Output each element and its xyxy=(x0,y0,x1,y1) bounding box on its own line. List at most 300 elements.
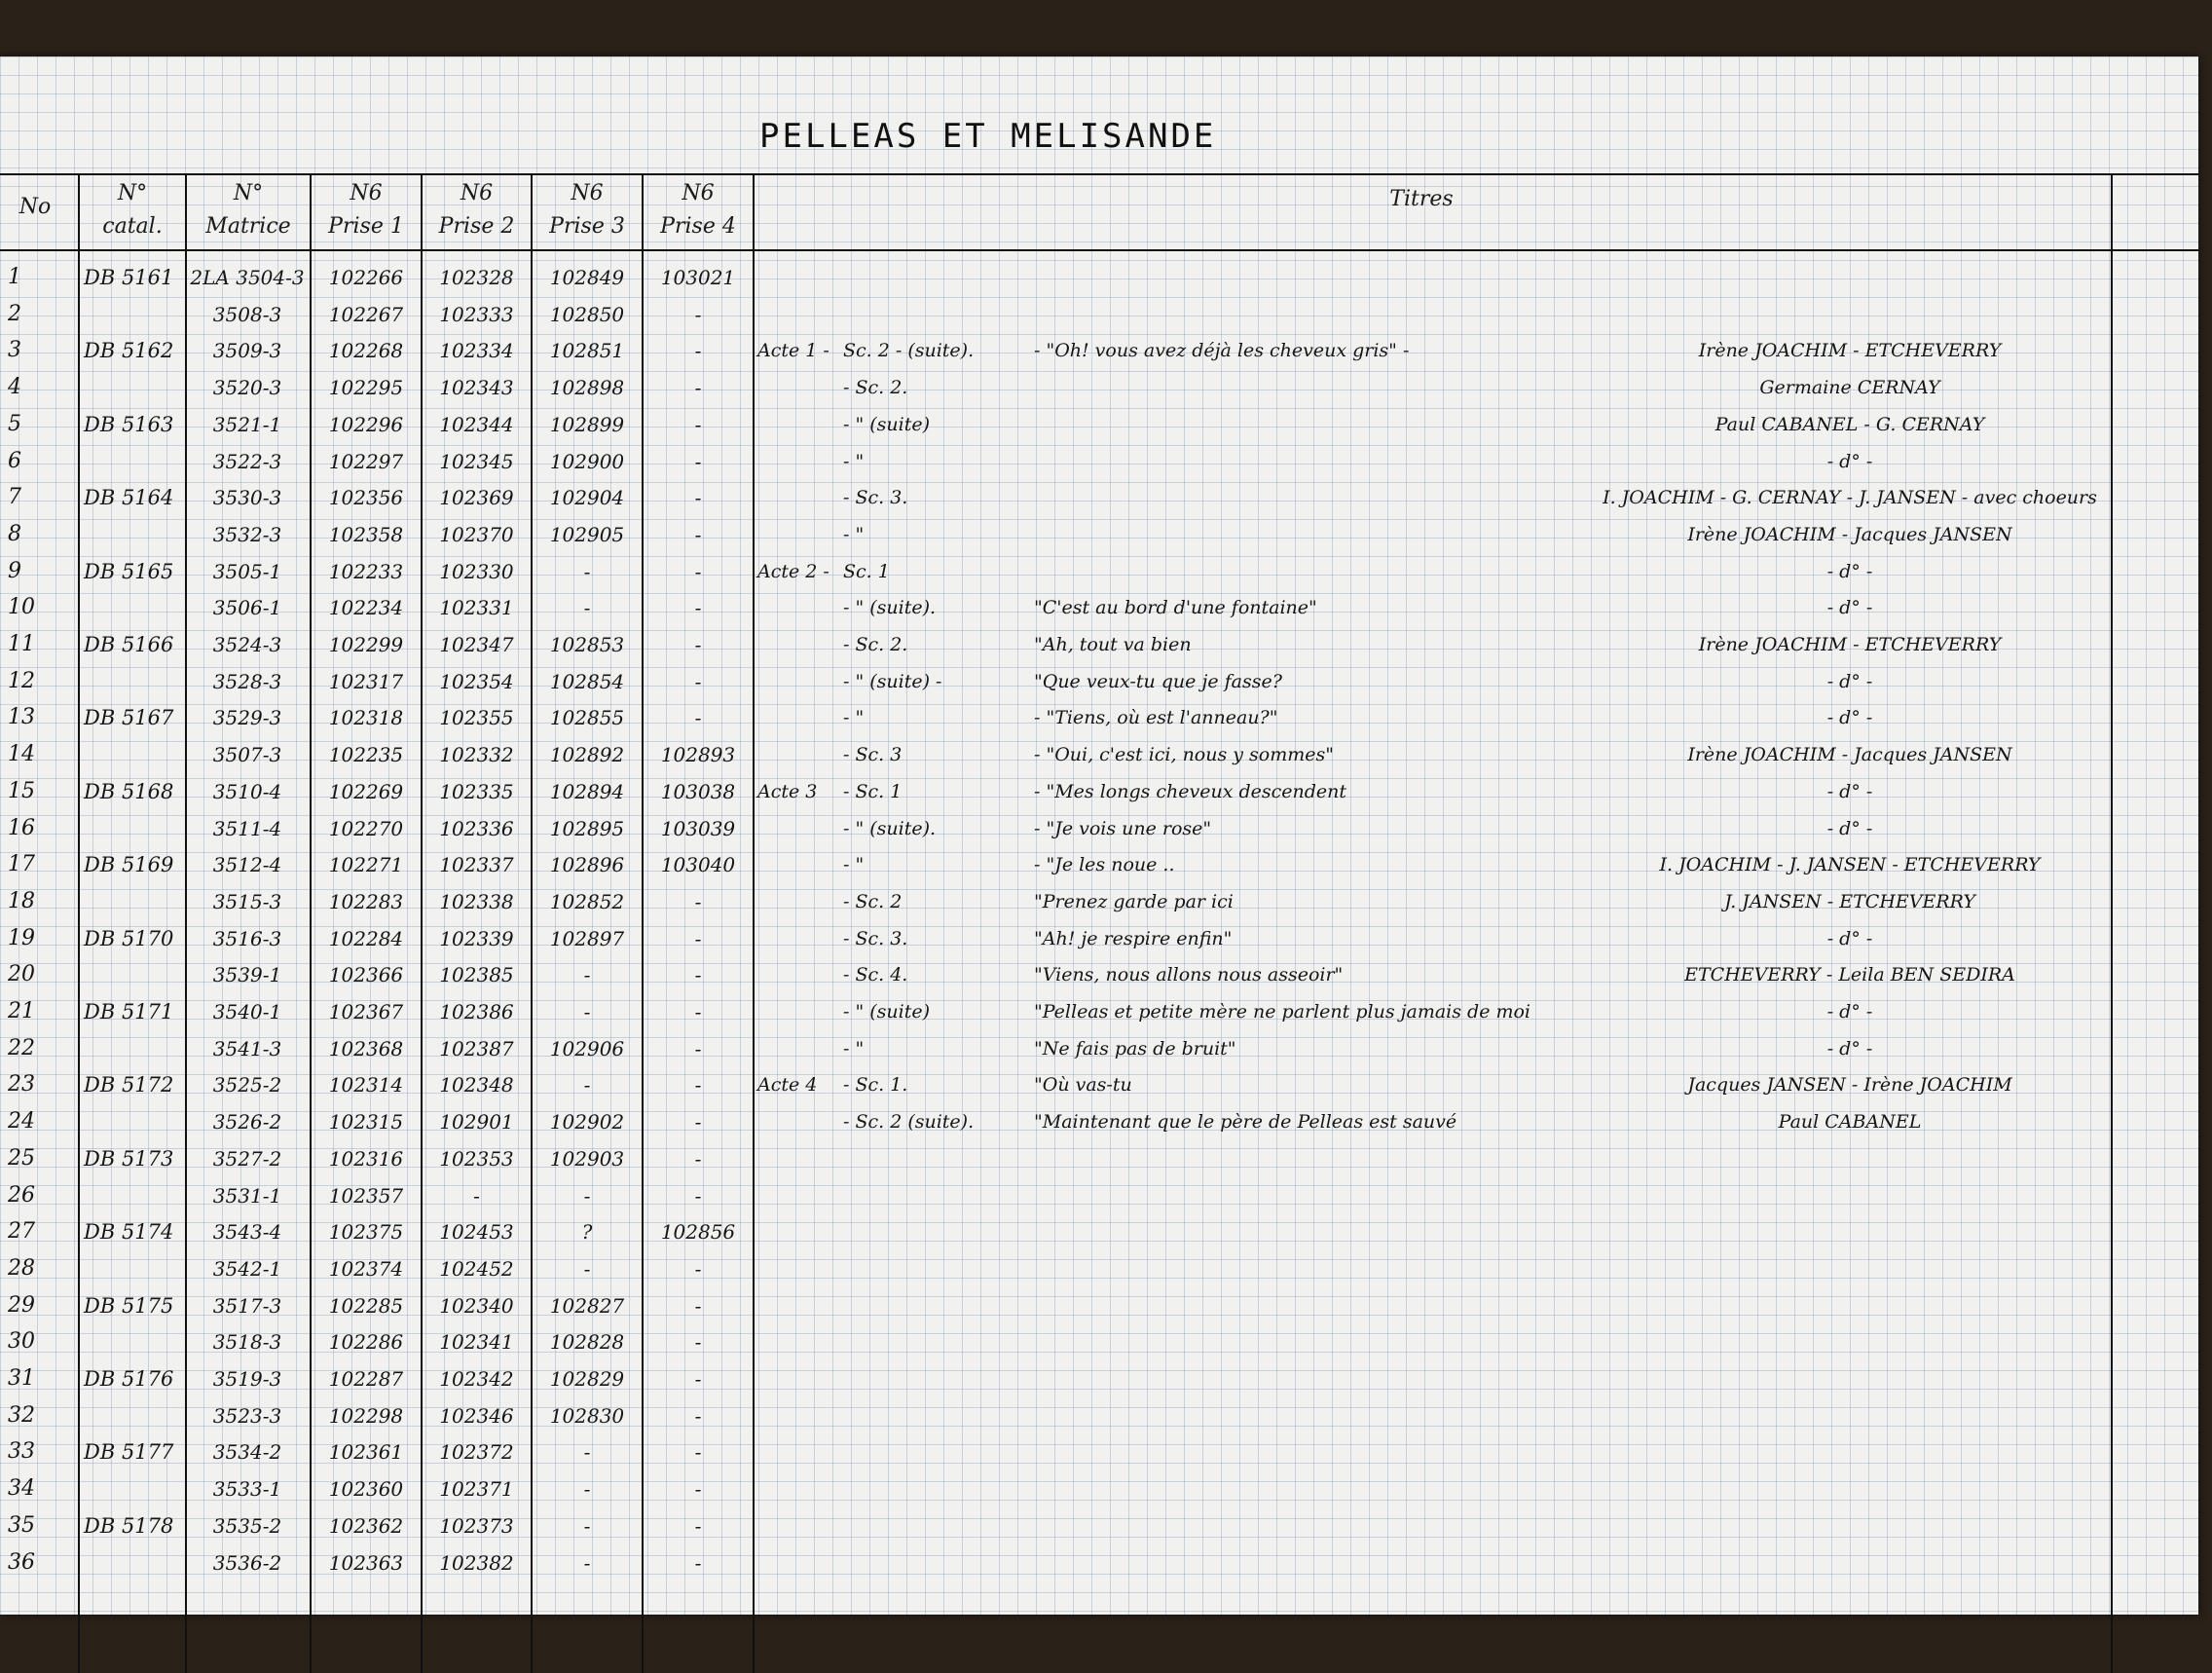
catalog-number: DB 5165 xyxy=(84,559,174,583)
quote-text xyxy=(1034,1507,1618,1544)
take-2-number: 102370 xyxy=(439,522,514,546)
row-number: 7 xyxy=(8,485,21,510)
matrix-number: 3541-3 xyxy=(212,1036,282,1060)
catalog-number: DB 5161 xyxy=(84,266,174,289)
take-2-number: 102343 xyxy=(439,376,514,400)
quote-text: "Ne fais pas de bruit" xyxy=(1034,1037,1236,1060)
row-number: 28 xyxy=(8,1255,35,1281)
act-label xyxy=(757,1213,845,1250)
scene-label: - Sc. 1. xyxy=(843,1074,908,1097)
cast-names: I. JOACHIM - J. JANSEN - ETCHEVERRY xyxy=(1659,854,2041,876)
take-3-number: - xyxy=(583,1000,591,1023)
scene-label: - " xyxy=(843,854,865,876)
take-4-number: - xyxy=(694,522,702,546)
take-3-number: 102902 xyxy=(549,1110,625,1134)
act-label xyxy=(757,1433,845,1470)
quote-text: "C'est au bord d'une fontaine" xyxy=(1034,597,1317,619)
row-number: 33 xyxy=(8,1439,35,1465)
catalog-number: DB 5177 xyxy=(84,1440,174,1465)
take-1-number: 102297 xyxy=(328,449,404,473)
act-label xyxy=(757,1507,845,1544)
quote-text xyxy=(1034,1287,1618,1324)
row-number: 20 xyxy=(8,962,35,987)
take-3-number: - xyxy=(583,1477,591,1502)
row-number: 21 xyxy=(8,999,35,1023)
act-label xyxy=(757,259,845,296)
quote-text: "Où vas-tu xyxy=(1034,1074,1132,1097)
take-1-number: 102318 xyxy=(328,706,404,730)
matrix-number: 3518-3 xyxy=(212,1330,282,1355)
take-1-number: 102316 xyxy=(328,1146,404,1171)
catalog-number xyxy=(84,1250,185,1287)
act-label xyxy=(757,699,845,736)
scene-label xyxy=(843,1250,1028,1287)
cast-names xyxy=(1597,1360,2103,1397)
take-2-number: 102372 xyxy=(439,1440,514,1465)
cast-names: Paul CABANEL - G. CERNAY xyxy=(1714,413,1985,435)
row-number: 19 xyxy=(8,925,35,950)
row-number: 36 xyxy=(8,1549,35,1575)
quote-text xyxy=(1034,1177,1618,1214)
row-number: 32 xyxy=(8,1402,35,1428)
take-4-number: - xyxy=(694,706,702,730)
take-1-number: 102284 xyxy=(328,926,404,950)
cast-names: - d° - xyxy=(1826,450,1873,472)
catalog-number: DB 5171 xyxy=(84,1000,174,1023)
take-3-number: 102898 xyxy=(549,376,625,400)
act-label xyxy=(757,479,845,516)
matrix-number: 3511-4 xyxy=(212,816,282,840)
matrix-number: 3531-1 xyxy=(212,1183,282,1208)
take-3-number: 102895 xyxy=(549,816,625,840)
take-3-number: - xyxy=(583,1550,591,1575)
act-label xyxy=(757,1177,845,1214)
header-prise3-top: N6 xyxy=(571,181,604,205)
cast-names xyxy=(1597,1287,2103,1324)
take-2-number: 102331 xyxy=(439,596,514,620)
catalog-number xyxy=(84,1470,185,1507)
scene-label: - " (suite) xyxy=(843,413,931,435)
scene-label: - Sc. 3 xyxy=(843,744,903,766)
take-1-number: 102233 xyxy=(328,559,404,583)
take-1-number: 102299 xyxy=(328,633,404,656)
scene-label xyxy=(843,1177,1028,1214)
page-title: PELLEAS ET MELISANDE xyxy=(759,117,1217,156)
catalog-number xyxy=(84,296,185,333)
row-number: 10 xyxy=(8,595,35,620)
matrix-number: 3523-3 xyxy=(212,1403,282,1428)
scene-label: - " xyxy=(843,707,865,729)
take-3-number: 102855 xyxy=(549,706,625,730)
act-label xyxy=(757,1250,845,1287)
take-2-number: 102901 xyxy=(439,1110,514,1134)
catalog-number: DB 5167 xyxy=(84,706,174,730)
take-3-number: - xyxy=(583,1183,591,1208)
take-3-number: - xyxy=(583,1073,591,1097)
take-3-number: - xyxy=(583,963,591,987)
matrix-number: 3508-3 xyxy=(212,302,282,326)
matrix-number: 3527-2 xyxy=(212,1146,282,1171)
take-4-number: - xyxy=(694,1110,702,1134)
catalog-number: DB 5175 xyxy=(84,1293,174,1318)
header-prise1 xyxy=(312,177,421,243)
cast-names xyxy=(1597,296,2103,333)
cast-names xyxy=(1597,1213,2103,1250)
matrix-number: 3507-3 xyxy=(212,743,282,767)
cast-names: I. JOACHIM - G. CERNAY - J. JANSEN - avec choeurs xyxy=(1603,487,2097,509)
scene-label xyxy=(843,1433,1028,1470)
cast-names xyxy=(1597,259,2103,296)
row-number: 23 xyxy=(8,1072,35,1097)
quote-text: - "Mes longs cheveux descendent xyxy=(1034,780,1347,802)
take-3-number: 102894 xyxy=(549,779,625,803)
take-2-number: 102337 xyxy=(439,853,514,877)
header-no xyxy=(6,191,64,224)
take-1-number: 102267 xyxy=(328,302,404,326)
take-4-number: - xyxy=(694,1367,702,1391)
take-4-number: 102893 xyxy=(660,743,736,767)
scene-label: - " xyxy=(843,1037,865,1060)
row-number: 15 xyxy=(8,778,35,803)
cast-names: Irène JOACHIM - ETCHEVERRY xyxy=(1698,340,2002,362)
take-2-number: 102339 xyxy=(439,926,514,950)
cast-names: - d° - xyxy=(1826,707,1873,729)
take-1-number: 102287 xyxy=(328,1367,404,1391)
take-3-number: 102853 xyxy=(549,633,625,656)
act-label xyxy=(757,846,845,883)
take-1-number: 102269 xyxy=(328,779,404,803)
take-2-number: 102328 xyxy=(439,266,514,289)
quote-text xyxy=(1034,553,1618,590)
quote-text: "Pelleas et petite mère ne parlent plus jamais de moi xyxy=(1034,1001,1531,1022)
matrix-number: 3517-3 xyxy=(212,1293,282,1318)
take-3-number: 102896 xyxy=(549,853,625,877)
quote-text xyxy=(1034,1544,1618,1581)
scene-label xyxy=(843,1360,1028,1397)
cast-names xyxy=(1597,1470,2103,1507)
catalog-number: DB 5162 xyxy=(84,339,174,363)
col-divider-8 xyxy=(2111,173,2113,1673)
quote-text: "Viens, nous allons nous asseoir" xyxy=(1034,964,1344,986)
act-label xyxy=(757,736,845,773)
take-1-number: 102357 xyxy=(328,1183,404,1208)
take-3-number: - xyxy=(583,1440,591,1465)
act-label xyxy=(757,1397,845,1434)
cast-names: Irène JOACHIM - Jacques JANSEN xyxy=(1687,523,2012,545)
take-2-number: 102334 xyxy=(439,339,514,363)
take-4-number: - xyxy=(694,559,702,583)
quote-text: "Ah! je respire enfin" xyxy=(1034,927,1233,949)
take-2-number: 102453 xyxy=(439,1220,514,1245)
scene-label: - " (suite). xyxy=(843,597,937,619)
take-2-number: 102385 xyxy=(439,963,514,987)
header-titres xyxy=(1344,183,1499,216)
scene-label xyxy=(843,259,1028,296)
take-4-number: - xyxy=(694,669,702,693)
cast-names: ETCHEVERRY - Leila BEN SEDIRA xyxy=(1684,964,2015,986)
quote-text: "Ah, tout va bien xyxy=(1034,634,1192,655)
header-catal-top: N° xyxy=(117,181,148,205)
take-1-number: 102374 xyxy=(328,1256,404,1281)
cast-names xyxy=(1597,1433,2103,1470)
col-divider-1 xyxy=(78,173,80,1673)
take-4-number: - xyxy=(694,1000,702,1023)
matrix-number: 3539-1 xyxy=(212,963,282,987)
take-4-number: - xyxy=(694,1036,702,1060)
take-4-number: - xyxy=(694,1073,702,1097)
cast-names: - d° - xyxy=(1826,780,1873,802)
row-number: 13 xyxy=(8,705,35,730)
take-3-number: - xyxy=(583,1513,591,1538)
take-1-number: 102268 xyxy=(328,339,404,363)
scene-label: - Sc. 1 xyxy=(843,780,903,802)
take-3-number: 102897 xyxy=(549,926,625,950)
take-3-number: 102904 xyxy=(549,486,625,510)
matrix-number: 3505-1 xyxy=(212,559,282,583)
scene-label xyxy=(843,1397,1028,1434)
quote-text: "Prenez garde par ici xyxy=(1034,890,1234,912)
act-label xyxy=(757,406,845,443)
catalog-number xyxy=(84,1544,185,1581)
act-label xyxy=(757,516,845,553)
row-number: 27 xyxy=(8,1219,35,1245)
row-number: 17 xyxy=(8,852,35,877)
take-3-number: 102851 xyxy=(549,339,625,363)
matrix-number: 3519-3 xyxy=(212,1367,282,1391)
catalog-number: DB 5178 xyxy=(84,1513,174,1538)
row-number: 25 xyxy=(8,1145,35,1171)
take-4-number: 103039 xyxy=(660,816,736,840)
take-4-number: - xyxy=(694,963,702,987)
take-3-number: - xyxy=(583,596,591,620)
catalog-number: DB 5176 xyxy=(84,1367,174,1391)
header-matrice xyxy=(187,177,310,243)
take-3-number: 102850 xyxy=(549,302,625,326)
take-2-number: - xyxy=(473,1183,480,1208)
catalog-number xyxy=(84,1103,185,1140)
matrix-number: 3510-4 xyxy=(212,779,282,803)
take-1-number: 102235 xyxy=(328,743,404,767)
take-2-number: 102340 xyxy=(439,1293,514,1318)
catalog-number: DB 5169 xyxy=(84,853,174,877)
catalog-number: DB 5168 xyxy=(84,779,174,803)
act-label xyxy=(757,883,845,920)
take-4-number: - xyxy=(694,1513,702,1538)
take-4-number: - xyxy=(694,449,702,473)
take-3-number: 102827 xyxy=(549,1293,625,1318)
take-2-number: 102386 xyxy=(439,1000,514,1023)
cast-names: - d° - xyxy=(1826,1037,1873,1060)
take-2-number: 102382 xyxy=(439,1550,514,1575)
scene-label xyxy=(843,1140,1028,1177)
scene-label xyxy=(843,1544,1028,1581)
cast-names: Germaine CERNAY xyxy=(1759,377,1940,399)
matrix-number: 3543-4 xyxy=(212,1220,282,1245)
quote-text xyxy=(1034,516,1618,553)
catalog-number xyxy=(84,956,185,993)
take-4-number: 103021 xyxy=(660,266,736,289)
take-1-number: 102375 xyxy=(328,1220,404,1245)
take-1-number: 102360 xyxy=(328,1477,404,1502)
header-prise2-top: N6 xyxy=(460,181,494,205)
header-bottom-rule xyxy=(0,249,2198,251)
take-4-number: - xyxy=(694,1256,702,1281)
header-prise4-bottom: Prise 4 xyxy=(660,214,736,239)
row-number: 9 xyxy=(8,558,21,583)
take-3-number: 102899 xyxy=(549,412,625,436)
row-number: 24 xyxy=(8,1109,35,1134)
catalog-number xyxy=(84,1177,185,1214)
row-number: 12 xyxy=(8,668,35,693)
matrix-number: 3524-3 xyxy=(212,633,282,656)
take-4-number: - xyxy=(694,486,702,510)
take-4-number: - xyxy=(694,412,702,436)
take-3-number: ? xyxy=(581,1220,593,1245)
act-label xyxy=(757,920,845,957)
cast-names: Paul CABANEL xyxy=(1778,1111,1922,1134)
cast-names xyxy=(1597,1250,2103,1287)
cast-names xyxy=(1597,1323,2103,1360)
header-prise2 xyxy=(423,177,531,243)
quote-text xyxy=(1034,1213,1618,1250)
header-catal-bottom: catal. xyxy=(102,214,163,239)
matrix-number: 3530-3 xyxy=(212,486,282,510)
act-label xyxy=(757,1544,845,1581)
scene-label xyxy=(843,1287,1028,1324)
take-2-number: 102348 xyxy=(439,1073,514,1097)
quote-text xyxy=(1034,406,1618,443)
scene-label: - Sc. 2. xyxy=(843,634,908,655)
scene-label: - " xyxy=(843,523,865,545)
matrix-number: 3521-1 xyxy=(212,412,282,436)
quote-text: - "Je les noue .. xyxy=(1034,854,1175,876)
catalog-number xyxy=(84,1397,185,1434)
take-1-number: 102270 xyxy=(328,816,404,840)
take-3-number: 102903 xyxy=(549,1146,625,1171)
act-label xyxy=(757,993,845,1030)
matrix-number: 3522-3 xyxy=(212,449,282,473)
matrix-number: 3533-1 xyxy=(212,1477,282,1502)
row-number: 30 xyxy=(8,1329,35,1355)
catalog-number: DB 5163 xyxy=(84,412,174,436)
act-label xyxy=(757,956,845,993)
catalog-number xyxy=(84,589,185,626)
take-2-number: 102332 xyxy=(439,743,514,767)
row-number: 31 xyxy=(8,1366,35,1391)
quote-text: "Maintenant que le père de Pelleas est sauvé xyxy=(1034,1111,1457,1134)
take-1-number: 102361 xyxy=(328,1440,404,1465)
header-prise4 xyxy=(644,177,753,243)
take-4-number: - xyxy=(694,339,702,363)
take-3-number: 102892 xyxy=(549,743,625,767)
take-2-number: 102373 xyxy=(439,1513,514,1538)
scene-label: - " xyxy=(843,450,865,472)
catalog-number: DB 5174 xyxy=(84,1220,174,1245)
act-label: Acte 1 - xyxy=(757,340,830,362)
take-4-number: - xyxy=(694,596,702,620)
catalog-number: DB 5173 xyxy=(84,1146,174,1171)
scene-label: Sc. 1 xyxy=(843,560,890,582)
take-1-number: 102356 xyxy=(328,486,404,510)
act-label xyxy=(757,589,845,626)
scene-label: - Sc. 2 xyxy=(843,890,903,912)
matrix-number: 3509-3 xyxy=(212,339,282,363)
row-number: 6 xyxy=(8,448,21,473)
take-4-number: - xyxy=(694,1330,702,1355)
take-3-number: - xyxy=(583,1256,591,1281)
header-prise1-top: N6 xyxy=(350,181,383,205)
take-2-number: 102347 xyxy=(439,633,514,656)
row-number: 5 xyxy=(8,411,21,436)
quote-text xyxy=(1034,1397,1618,1434)
matrix-number: 3532-3 xyxy=(212,522,282,546)
scene-label xyxy=(843,1470,1028,1507)
header-top-rule xyxy=(0,173,2198,175)
take-2-number: 102354 xyxy=(439,669,514,693)
take-2-number: 102333 xyxy=(439,302,514,326)
act-label xyxy=(757,369,845,406)
header-catal xyxy=(80,177,185,243)
take-2-number: 102336 xyxy=(439,816,514,840)
take-4-number: - xyxy=(694,1403,702,1428)
act-label xyxy=(757,1323,845,1360)
take-4-number: - xyxy=(694,376,702,400)
header-prise4-top: N6 xyxy=(682,181,715,205)
cast-names xyxy=(1597,1397,2103,1434)
row-number: 22 xyxy=(8,1035,35,1060)
take-4-number: - xyxy=(694,1183,702,1208)
header-matrice-top: N° xyxy=(233,181,264,205)
matrix-number: 3515-3 xyxy=(212,889,282,913)
cast-names xyxy=(1597,1507,2103,1544)
take-2-number: 102344 xyxy=(439,412,514,436)
take-4-number: - xyxy=(694,889,702,913)
take-2-number: 102452 xyxy=(439,1256,514,1281)
quote-text: - "Oh! vous avez déjà les cheveux gris" - xyxy=(1034,340,1410,362)
take-1-number: 102296 xyxy=(328,412,404,436)
act-label xyxy=(757,1030,845,1067)
take-1-number: 102317 xyxy=(328,669,404,693)
quote-text xyxy=(1034,479,1618,516)
act-label xyxy=(757,626,845,663)
act-label xyxy=(757,443,845,480)
quote-text xyxy=(1034,369,1618,406)
catalog-number xyxy=(84,1323,185,1360)
cast-names: Irène JOACHIM - Jacques JANSEN xyxy=(1687,744,2012,766)
take-4-number: - xyxy=(694,633,702,656)
scene-label: - Sc. 4. xyxy=(843,964,908,986)
take-3-number: 102905 xyxy=(549,522,625,546)
matrix-number: 2LA 3504-3 xyxy=(190,266,305,289)
take-3-number: 102854 xyxy=(549,669,625,693)
cast-names: Irène JOACHIM - ETCHEVERRY xyxy=(1698,634,2002,655)
header-prise2-bottom: Prise 2 xyxy=(438,214,515,239)
matrix-number: 3542-1 xyxy=(212,1256,282,1281)
catalog-number xyxy=(84,736,185,773)
scene-label: - Sc. 2. xyxy=(843,377,908,399)
catalog-number xyxy=(84,810,185,847)
take-3-number: - xyxy=(583,559,591,583)
quote-text xyxy=(1034,443,1618,480)
row-number: 16 xyxy=(8,815,35,840)
act-label xyxy=(757,1287,845,1324)
catalog-number: DB 5164 xyxy=(84,486,174,510)
take-1-number: 102295 xyxy=(328,376,404,400)
row-number: 34 xyxy=(8,1476,35,1502)
matrix-number: 3520-3 xyxy=(212,376,282,400)
quote-text xyxy=(1034,1250,1618,1287)
take-3-number: 102906 xyxy=(549,1036,625,1060)
